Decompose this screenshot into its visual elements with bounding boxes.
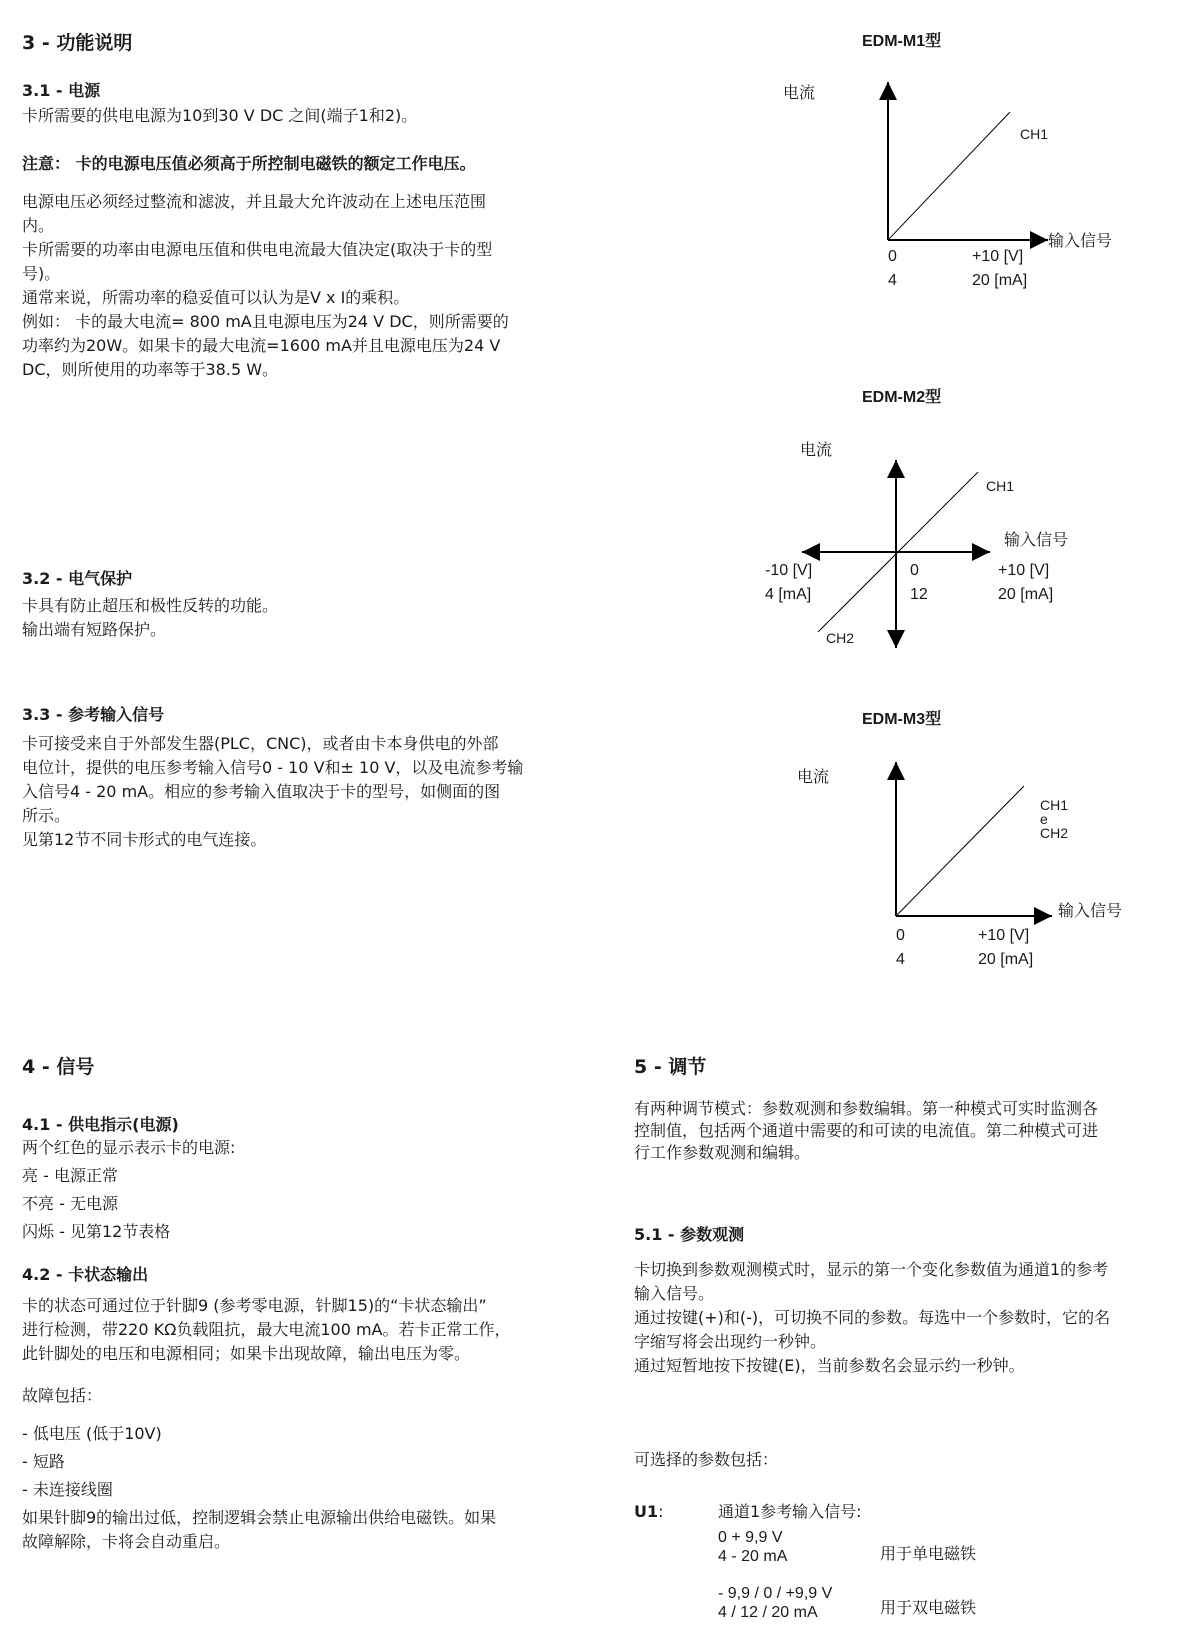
u1-row2-values [718,1584,832,1622]
figure-m3-title: EDM-M3型 [862,711,942,728]
text-line: 见第12节不同卡形式的电气连接。 [22,830,267,849]
text-line: 功率约为20W。如果卡的最大电流=1600 mA并且电源电压为24 V [22,336,501,355]
figure-m2-min-v: -10 [V] [765,562,813,579]
text-line: 输入信号。 [634,1284,715,1303]
section-3-2-title: 3.2 - 电气保护 [22,569,133,588]
text-line: 内。 [22,216,55,235]
section-3-3-title: 3.3 - 参考输入信号 [22,705,165,724]
list-item: 闪烁 - 见第12节表格 [22,1222,171,1241]
text-line: 进行检测，带220 KΩ负载阻抗，最大电流100 mA。若卡正常工作， [22,1320,511,1339]
u1-row1-voltage: 0 + 9,9 V [718,1529,783,1546]
section-4-2-title: 4.2 - 卡状态输出 [22,1265,149,1284]
text-line: 卡的状态可通过位于针脚9 (参考零电源，针脚15)的“卡状态输出” [22,1296,487,1315]
figure-m1-max-ma: 20 [mA] [972,272,1028,289]
text-line: 所示。 [22,806,71,825]
text-line: 卡可接受来自于外部发生器(PLC，CNC)，或者由卡本身供电的外部 [22,734,499,753]
text-line: 控制值，包括两个通道中需要的和可读的电流值。第二种模式可进 [634,1121,1099,1140]
u1-row2-voltage: - 9,9 / 0 / +9,9 V [718,1585,833,1602]
figure-m3-x-label: 输入信号 [1058,903,1123,920]
figure-m3-y-label: 电流 [797,769,830,786]
section-5-1-title: 5.1 - 参数观测 [634,1225,745,1244]
list-item: - 低电压 (低于10V) [22,1424,162,1443]
text-line: 卡切换到参数观测模式时，显示的第一个变化参数值为通道1的参考 [634,1260,1109,1279]
figure-m1-y-label: 电流 [783,85,816,102]
figure-m3-series-e: e [1040,811,1048,827]
u1-code [634,1502,664,1521]
text-line: 通过按键(+)和(-)，可切换不同的参数。每选中一个参数时，它的名 [634,1308,1111,1327]
figure-m3-max-ma: 20 [mA] [978,951,1034,968]
text-line: 字缩写将会出现约一秒钟。 [634,1332,827,1351]
text-line: 此针脚处的电压和电源相同；如果卡出现故障，输出电压为零。 [22,1344,471,1363]
section-3-1-title: 3.1 - 电源 [22,81,101,100]
section-4-1-body [22,1134,235,1246]
u1-row2-current: 4 / 12 / 20 mA [718,1604,818,1621]
section-5-1-body [634,1258,1110,1378]
figure-m3-max-v: +10 [V] [978,927,1030,944]
text-line: 电源电压必须经过整流和滤波，并且最大允许波动在上述电压范围 [22,192,487,211]
section-4-2-body [22,1294,511,1366]
text-line: 卡所需要的功率由电源电压值和供电电流最大值决定(取决于卡的型 [22,240,493,259]
list-item: - 短路 [22,1452,65,1471]
list-item: - 未连接线圈 [22,1480,113,1499]
text-line: DC，则所使用的功率等于38.5 W。 [22,360,279,379]
u1-row1-values [718,1528,787,1566]
text-line: 故障解除，卡将会自动重启。 [22,1532,231,1551]
section-4-2-closing [22,1506,496,1554]
figure-m1-title: EDM-M1型 [862,33,942,50]
text-line: 有两种调节模式：参数观测和参数编辑。第一种模式可实时监测各 [634,1099,1099,1118]
text-line: 例如： 卡的最大电流= 800 mA且电源电压为24 V DC，则所需要的 [22,312,509,331]
figure-m2-min-ma: 4 [mA] [765,586,812,603]
figure-m3-series-label [1040,798,1068,840]
text-line: 入信号4 - 20 mA。相应的参考输入值取决于卡的型号，如侧面的图 [22,782,501,801]
power-indicator-intro: 两个红色的显示表示卡的电源: [22,1138,236,1157]
figure-m2-title: EDM-M2型 [862,389,942,406]
text-line: 行工作参数观测和编辑。 [634,1143,811,1162]
u1-row1-current: 4 - 20 mA [718,1548,788,1565]
text-line: 电位计，提供的电压参考输入信号0 - 10 V和± 10 V，以及电流参考输 [22,758,524,777]
u1-colon: : [658,1502,664,1521]
figure-m1-x-label: 输入信号 [1048,233,1113,250]
text-line: 通常来说，所需功率的稳妥值可以认为是V x I的乘积。 [22,288,410,307]
text-line: 输出端有短路保护。 [22,620,167,639]
section-5-title: 5 - 调节 [634,1056,707,1078]
list-item: 亮 - 电源正常 [22,1166,118,1185]
faults-list [22,1420,162,1504]
figure-m1-max-v: +10 [V] [972,248,1024,265]
figure-m3-origin-v: 0 [896,927,905,944]
figure-m1-origin-v: 0 [888,248,897,265]
section-4-title: 4 - 信号 [22,1056,95,1078]
figure-m2-x-label: 输入信号 [1004,532,1069,549]
u1-row2-use: 用于双电磁铁 [880,1598,977,1617]
figure-m3-origin-ma: 4 [896,951,905,968]
figure-m3-series-a: CH1 [1040,797,1069,813]
u1-row1-use: 用于单电磁铁 [880,1544,977,1563]
text-line: 卡具有防止超压和极性反转的功能。 [22,596,279,615]
figure-m2-max-ma: 20 [mA] [998,586,1054,603]
faults-title: 故障包括： [22,1386,103,1405]
u1-description: 通道1参考输入信号: [718,1502,862,1521]
figure-m3-series-b: CH2 [1040,825,1069,841]
power-note: 注意： 卡的电源电压值必须高于所控制电磁铁的额定工作电压。 [22,154,476,173]
text-line: 号)。 [22,264,61,283]
selectable-params-title: 可选择的参数包括： [634,1450,779,1469]
figure-m2-mid-v: 0 [910,562,919,579]
figure-m2-series1-label: CH1 [986,478,1015,494]
u1-code-text: U1 [634,1502,659,1521]
figure-m1-origin-ma: 4 [888,272,897,289]
figure-m2-mid-ma: 12 [910,586,928,603]
figure-m2-y-label: 电流 [800,442,833,459]
power-range-text: 卡所需要的供电电源为10到30 V DC 之间(端子1和2)。 [22,106,418,125]
figure-m1-series-label: CH1 [1020,126,1049,142]
section-3-title: 3 - 功能说明 [22,32,133,54]
section-4-1-title: 4.1 - 供电指示(电源) [22,1115,179,1134]
figure-m2-series2-label: CH2 [826,630,855,646]
text-line: 如果针脚9的输出过低，控制逻辑会禁止电源输出供给电磁铁。如果 [22,1508,497,1527]
section-5-intro [634,1098,1098,1164]
text-line: 通过短暂地按下按键(E)，当前参数名会显示约一秒钟。 [634,1356,1025,1375]
figure-m2-max-v: +10 [V] [998,562,1050,579]
list-item: 不亮 - 无电源 [22,1194,118,1213]
